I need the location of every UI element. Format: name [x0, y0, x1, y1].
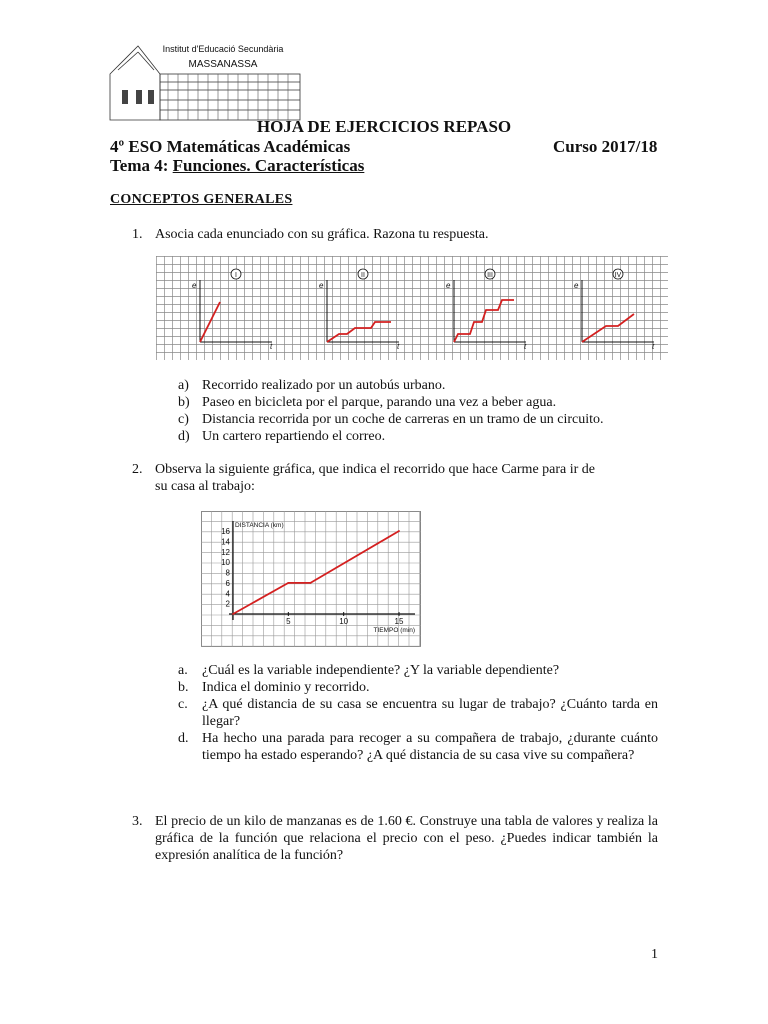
q1-graphs	[156, 256, 668, 365]
y-tick-label: 16	[221, 527, 230, 536]
y-tick-label: 2	[225, 599, 230, 609]
option-text: Recorrido realizado por un autobús urbano.	[202, 378, 446, 393]
question-text: Asocia cada enunciado con su gráfica. Razona tu respuesta.	[155, 227, 489, 242]
x-axis-title: TIEMPO (min)	[373, 627, 415, 634]
course-line: 4º ESO Matemáticas Académicas	[110, 137, 351, 156]
logo-line-2: MASSANASSA	[188, 59, 258, 70]
question-text-line-1: Observa la siguiente gráfica, que indica el recorrido que hace Carme para ir de	[155, 462, 596, 477]
question-number: 2.	[132, 462, 143, 477]
section-heading: CONCEPTOS GENERALES	[110, 192, 293, 207]
graph-label-2: II	[361, 272, 365, 279]
y-tick-label: 8	[225, 568, 230, 578]
option-text: Paseo en bicicleta por el parque, parando una vez a beber agua.	[202, 395, 557, 410]
question-text-line-2: su casa al trabajo:	[155, 479, 255, 494]
graph-label-1: I	[235, 272, 237, 279]
graph-line-2	[327, 322, 391, 342]
course-year: Curso 2017/18	[553, 137, 658, 156]
item-text: Indica el dominio y recorrido.	[202, 680, 370, 695]
y-tick-label: 10	[221, 558, 230, 568]
axis-label-t: t	[652, 342, 655, 351]
graph-line-4	[582, 314, 634, 342]
axis-label-t: t	[397, 342, 400, 351]
item-marker: c.	[178, 697, 188, 712]
distance-chart	[201, 511, 421, 652]
option-text: Un cartero repartiendo el correo.	[202, 429, 386, 444]
y-tick-label: 4	[225, 589, 230, 599]
series-point	[398, 530, 400, 532]
axis-label-e: e	[192, 281, 197, 290]
y-tick-label: 14	[221, 537, 230, 547]
y-tick-label: 12	[221, 547, 230, 557]
item-marker: b.	[178, 680, 189, 695]
axis-label-t: t	[524, 342, 527, 351]
q1-graphs-svg	[156, 256, 668, 360]
axis-label-e: e	[446, 281, 451, 290]
item-marker: d.	[178, 731, 189, 746]
question-number: 1.	[132, 227, 143, 242]
series-point	[287, 582, 289, 584]
series-point	[232, 613, 234, 615]
item-text: ¿Cuál es la variable independiente? ¿Y la variable dependiente?	[202, 663, 560, 678]
page-number: 1	[651, 947, 658, 962]
q2-items	[0, 662, 768, 782]
topic-name: Funciones. Características	[172, 156, 365, 175]
axis-label-e: e	[574, 281, 579, 290]
distance-chart-svg	[201, 511, 421, 647]
logo-line-1: Institut d'Educació Secundària	[162, 44, 284, 54]
topic-prefix: Tema 4:	[110, 156, 173, 175]
x-tick-label: 10	[339, 617, 349, 626]
graph-line-1	[200, 302, 220, 342]
graph-line-3	[454, 300, 514, 342]
option-text: Distancia recorrida por un coche de carreras en un tramo de un circuito.	[202, 412, 604, 427]
question-number: 3.	[132, 814, 143, 829]
axis-label-e: e	[319, 281, 324, 290]
graph-label-3: III	[487, 272, 493, 279]
y-tick-label: 6	[225, 578, 230, 588]
list-item	[178, 696, 658, 730]
axis-label-t: t	[270, 342, 273, 351]
item-text: ¿A qué distancia de su casa se encuentra su lugar de trabajo? ¿Cuánto tarda en llegar?	[202, 697, 658, 729]
y-axis-title: DISTANCIA (km)	[235, 522, 284, 529]
series-point	[310, 582, 312, 584]
school-logo	[108, 40, 306, 124]
option-marker: b)	[178, 395, 190, 410]
topic-line	[110, 156, 364, 176]
list-item	[178, 730, 658, 764]
option-marker: a)	[178, 378, 189, 393]
school-building-icon	[108, 40, 306, 124]
item-marker: a.	[178, 663, 188, 678]
item-text: Ha hecho una parada para recoger a su compañera de trabajo, ¿durante cuánto tiempo ha estado esperando? ¿A qué distancia de su casa vive su compañera?	[202, 731, 658, 763]
page-title: HOJA DE EJERCICIOS REPASO	[256, 117, 512, 136]
x-tick-label: 5	[286, 617, 291, 626]
x-tick-label: 15	[394, 617, 404, 626]
option-marker: c)	[178, 412, 189, 427]
graph-label-4: IV	[614, 272, 622, 279]
question-text: El precio de un kilo de manzanas es de 1.60 €. Construye una tabla de valores y realiza la gráfica de la función que relaciona el precio con el peso. ¿Puedes indicar también la expresión analítica de la función?	[155, 814, 658, 863]
option-marker: d)	[178, 429, 190, 444]
